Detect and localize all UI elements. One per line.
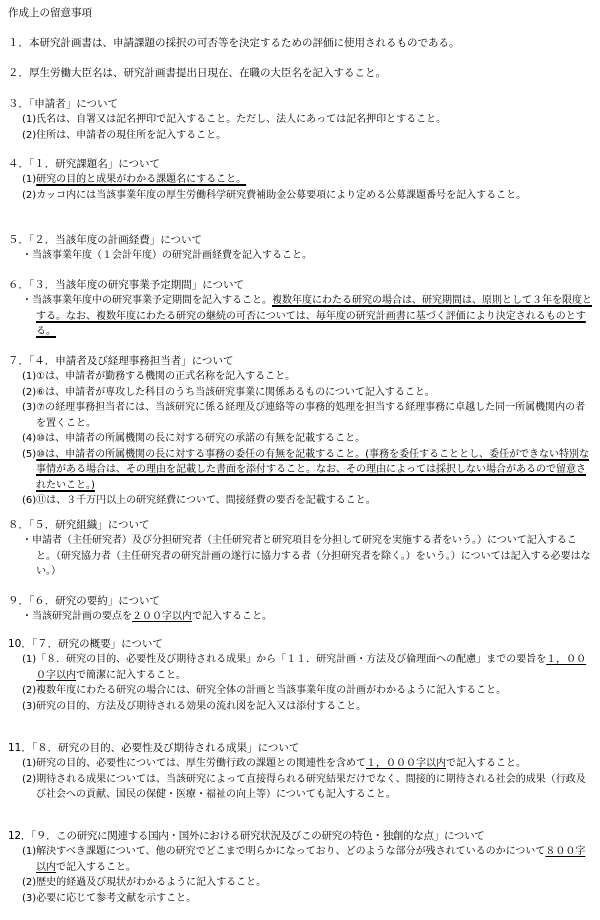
section-2-text: ２．厚生労働大臣名は、研究計画書提出日現在、在職の大臣名を記入すること。 [8, 67, 386, 79]
section-7 [8, 354, 594, 509]
underlined-text: ８００字以内 [36, 846, 586, 873]
section-7-heading: ７．「４．申請者及び経理事務担当者」について [8, 355, 234, 367]
section-9-heading: ９．「６．研究の要約」について [8, 595, 161, 607]
section-9 [8, 594, 594, 625]
underlined-text: １，０００字以内 [365, 758, 446, 769]
section-11 [8, 741, 594, 803]
section-7-item-4: (4)⑩は、申請者の所属機関の長に対する研究の承諾の有無を記載すること。 [22, 433, 366, 444]
section-4 [8, 157, 594, 203]
section-11-item-1 [8, 756, 594, 772]
section-8-heading: ８．「５．研究組織」について [8, 519, 150, 531]
section-3-item-1: (1)氏名は、自署又は記名押印で記入すること。ただし、法人にあっては記名押印とすること。 [22, 114, 447, 125]
section-4-item-1 [8, 172, 594, 188]
underlined-text: 複数年度にわたる研究の場合は、研究期間は、原則として３年を限度とする。なお、複数年度にわたる研究の継続の可否については、毎年度の研究計画書に基づく評価により決定されるものとする。 [36, 295, 592, 337]
underlined-text: ⑩は、申請者の所属機関の長に対する事務の委任の有無を記載すること。(事務を委任することとし、委任ができない特別な事情がある場合は、その理由を記載した書面を添付すること。なお、その理由によっては採択しない場合があるので留意されたいこと。) [36, 448, 590, 491]
item-text-end: で記入すること。 [445, 758, 526, 769]
section-10 [8, 637, 594, 714]
section-1-text: １．本研究計画書は、申請課題の採択の可否等を決定するための評価に使用されるものである。 [8, 37, 460, 49]
section-11-heading: 11．「８．研究の目的、必要性及び期待される成果」について [8, 742, 300, 754]
item-text: (1)研究の目的、必要性については、厚生労働行政の課題との関連性を含めて [22, 758, 366, 769]
section-6 [8, 278, 594, 340]
section-12-item-1 [8, 844, 594, 875]
item-text: (1)解決すべき課題について、他の研究でどこまで明らかになっており、どのような部分が残されているのかについて [22, 846, 546, 857]
underlined-text: ２００字以内 [132, 611, 192, 622]
section-3-item-2: (2)住所は、申請者の現住所を記入すること。 [22, 129, 227, 141]
section-7-item-2: (2)⑥は、申請者が専攻した科目のうち当該研究事業に関係あるものについて記入すること。 [22, 386, 435, 398]
section-7-item-1: (1)①は、申請者が勤務する機関の正式名称を記入すること。 [22, 371, 296, 382]
section-9-item-1 [8, 609, 594, 625]
section-6-heading: ６．「３．当該年度の研究事業予定期間」について [8, 279, 245, 291]
section-5-heading: ５．「２．当該年度の計画経費」について [8, 234, 203, 246]
section-10-item-1 [8, 652, 594, 683]
underlined-text: 研究の目的と成果がわかる課題名にすること。 [36, 174, 247, 185]
section-12-item-2: (2)歴史的経過及び現状がわかるように記入すること。 [22, 877, 267, 888]
section-12-heading: 12．「９．この研究に関連する国内・国外における研究状況及びこの研究の特色・独創的な点」について [8, 830, 485, 842]
section-7-item-5 [8, 447, 594, 494]
section-10-item-2: (2)複数年度にわたる研究の場合には、研究全体の計画と当該事業年度の計画がわかるように記入すること。 [22, 685, 507, 696]
section-8-item-1: ・申請者（主任研究者）及び分担研究者（主任研究者と研究項目を分担して研究を実施する者をいう。）について記入すること。（研究協力者（主任研究者の研究計画の遂行に協力する者（分担研究者を除く。）をいう。）については記入する必要はない。） [22, 535, 591, 577]
section-12 [8, 829, 594, 906]
document-title: 作成上の留意事項 [8, 7, 92, 19]
section-3-heading: ３．「申請者」について [8, 98, 119, 110]
section-7-item-3: (3)⑦の経理事務担当者には、当該研究に係る経理及び連絡等の事務的処理を担当する経理事務に卓越した同一所属機関内の者を置くこと。 [22, 402, 586, 429]
section-11-item-2: (2)期待される成果については、当該研究によって直接得られる研究結果だけでなく、間接的に期待される社会的成果（行政及び社会への貢献、国民の保健・医療・福祉の向上等）についても記入すること。 [22, 773, 586, 800]
item-text: (1)「８．研究の目的、必要性及び期待される成果」から「１１．研究計画・方法及び倫理面への配慮」までの要旨を [22, 654, 547, 665]
item-text-end: で簡潔に記入すること。 [76, 669, 186, 681]
underlined-text: １，０００字以内 [36, 654, 587, 681]
section-10-item-3: (3)研究の目的、方法及び期待される効果の流れ図を記入又は添付すること。 [22, 700, 367, 712]
section-1 [8, 36, 594, 51]
item-text: ・当該研究計画の要点を [22, 611, 132, 622]
section-10-heading: 10．「７．研究の概要」について [8, 638, 163, 650]
item-number: (5) [22, 448, 37, 460]
item-text: ・当該事業年度中の研究事業予定期間を記入すること。 [22, 295, 272, 306]
item-text-end: で記入すること。 [192, 611, 272, 622]
section-4-heading: ４．「１．研究課題名」について [8, 158, 161, 170]
section-3 [8, 97, 594, 143]
section-7-item-6: (6)⑪は、３千万円以上の研究経費について、間接経費の要否を記載すること。 [22, 495, 376, 506]
section-5 [8, 233, 594, 264]
section-12-item-3: (3)必要に応じて参考文献を示すこと。 [22, 892, 197, 904]
item-text-end: で記入すること。 [56, 861, 136, 873]
section-8 [8, 518, 594, 580]
section-2 [8, 66, 594, 81]
section-5-item-1: ・当該事業年度（１会計年度）の研究計画経費を記入すること。 [22, 250, 312, 261]
section-4-item-2: (2)カッコ内には当該事業年度の厚生労働科学研究費補助金公募要項により定める公募課題番号を記入すること。 [22, 189, 527, 201]
item-number: (1) [22, 174, 37, 185]
section-6-item-1 [8, 293, 594, 340]
